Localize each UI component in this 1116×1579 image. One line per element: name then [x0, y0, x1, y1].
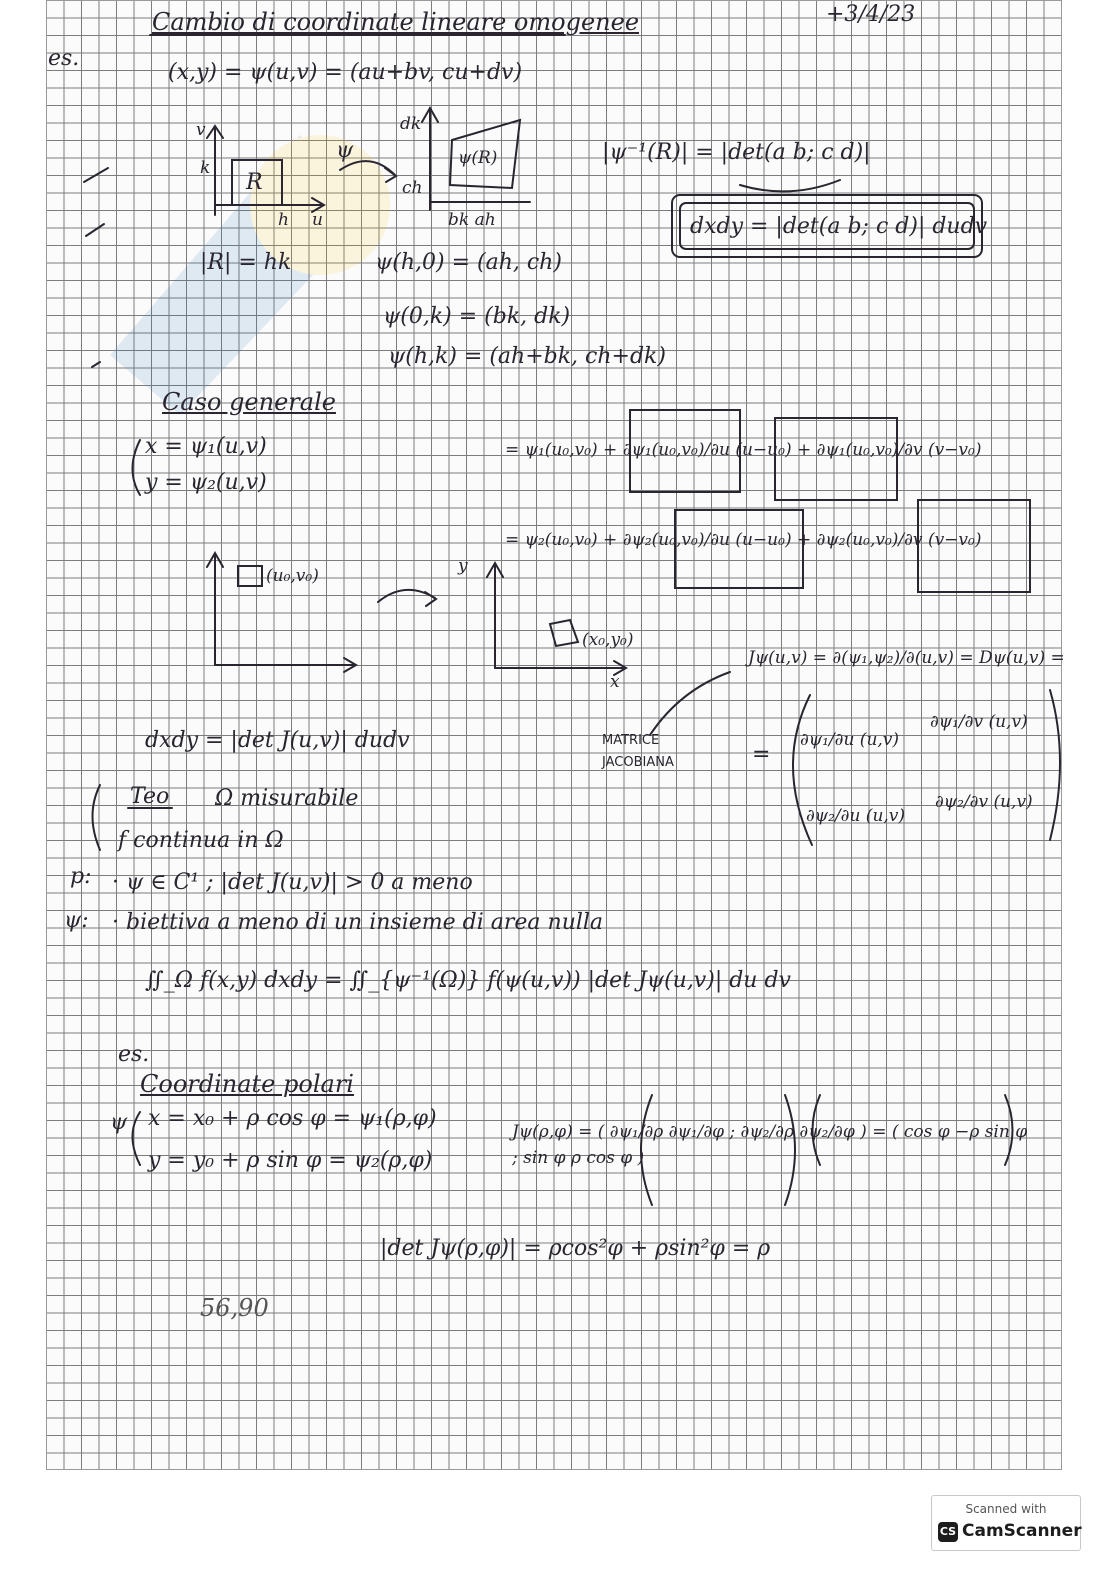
- image-label: ψ(R): [458, 148, 498, 168]
- axis-v: v: [196, 120, 206, 140]
- small-parallelogram: [550, 620, 578, 646]
- jac-entry-22: ∂ψ₂/∂v (u,v): [935, 792, 1033, 812]
- system-x: x = ψ₁(u,v): [145, 434, 267, 459]
- theorem-line-3: · biettiva a meno di un insieme di area nulla: [112, 910, 604, 935]
- jac-entry-12: ∂ψ₁/∂v (u,v): [930, 712, 1028, 732]
- polar-determinant: |det Jψ(ρ,φ)| = ρcos²φ + ρsin²φ = ρ: [380, 1236, 771, 1261]
- y-axis-1: [422, 108, 438, 210]
- x-axis-2: [495, 661, 626, 675]
- jac-entry-21: ∂ψ₂/∂u (u,v): [806, 806, 906, 826]
- theorem-line-1: f continua in Ω: [118, 828, 284, 853]
- equals-sign: =: [752, 742, 771, 767]
- theorem-brace: [93, 785, 101, 850]
- tick-bk-ah: bk ah: [448, 210, 496, 230]
- page-title: Cambio di coordinate lineare omogenee: [152, 8, 640, 36]
- area-psiR: |ψ⁻¹(R)| = |det(a b; c d)|: [602, 140, 871, 165]
- jacobian-label-1: MATRICE: [602, 733, 660, 748]
- expansion-2: = ψ₂(u₀,v₀) + ∂ψ₂(u₀,v₀)/∂u (u−u₀) + ∂ψ₂(u₀,v₀)/∂v (v−v₀): [505, 530, 982, 550]
- polar-psi: ψ: [110, 1110, 128, 1135]
- area-R: |R| = hk: [200, 250, 292, 275]
- jac-pointer: [650, 672, 730, 735]
- psi-arrow-1: [340, 161, 396, 182]
- image-point-1: ψ(h,0) = (ah, ch): [375, 250, 562, 275]
- image-point-2: ψ(0,k) = (bk, dk): [383, 304, 571, 329]
- tick-dk: dk: [400, 114, 422, 134]
- small-square: [238, 566, 262, 586]
- change-of-variables-integral: ∬_Ω f(x,y) dxdy = ∬_{ψ⁻¹(Ω)} f(ψ(u,v)) |det Jψ(u,v)| du dv: [145, 968, 791, 993]
- jac-entry-11: ∂ψ₁/∂u (u,v): [800, 730, 900, 750]
- dxdy-formula: dxdy = |det J(u,v)| dudv: [145, 728, 410, 753]
- polar-jacobian: Jψ(ρ,φ) = ( ∂ψ₁/∂ρ ∂ψ₁/∂φ ; ∂ψ₂/∂ρ ∂ψ₂/∂φ ) = ( cos φ −ρ sin φ ; sin φ ρ cos φ ): [512, 1122, 1028, 1168]
- stamp-line-1: Scanned with: [965, 1502, 1047, 1516]
- polar-eq-x: x = x₀ + ρ cos φ = ψ₁(ρ,φ): [148, 1106, 437, 1131]
- domain-label: R: [246, 170, 263, 195]
- theorem-label: Teo: [130, 784, 170, 809]
- polar-eq-y: y = y₀ + ρ sin φ = ψ₂(ρ,φ): [148, 1148, 433, 1173]
- margin-psi: ψ:: [64, 908, 89, 933]
- jac-paren-right: [1050, 690, 1060, 840]
- boxed-formula: dxdy = |det(a b; c d)| dudv: [690, 214, 988, 239]
- tick-h: h: [278, 210, 289, 230]
- image-point-3: ψ(h,k) = (ah+bk, ch+dk): [388, 344, 666, 369]
- axis-x: x: [610, 672, 620, 692]
- theorem-line-0: Ω misurabile: [215, 786, 359, 811]
- camscanner-stamp: [931, 1495, 1081, 1551]
- theorem-line-2: · ψ ∈ C¹ ; |det J(u,v)| > 0 a meno: [112, 870, 473, 895]
- axis-y: y: [458, 556, 468, 576]
- margin-es: es.: [48, 46, 80, 71]
- axis-u: u: [312, 210, 323, 230]
- margin-p: p:: [70, 864, 92, 889]
- system-brace: [133, 440, 141, 495]
- stamp-brand: CamScanner: [962, 1521, 1082, 1541]
- polar-es: es.: [118, 1042, 150, 1067]
- v-axis-2: [207, 553, 223, 665]
- jacobian-label-2: JACOBIANA: [602, 755, 674, 770]
- psi-symbol: ψ: [336, 138, 354, 163]
- margin-tick-1: [84, 168, 108, 182]
- camscanner-logo-icon: CS: [938, 1522, 958, 1542]
- polar-title: Coordinate polari: [140, 1070, 354, 1098]
- tick-ch: ch: [402, 178, 423, 198]
- jacobian-definition: Jψ(u,v) = ∂(ψ₁,ψ₂)/∂(u,v) = Dψ(u,v) =: [748, 648, 1065, 668]
- point-uv: (u₀,v₀): [266, 566, 319, 586]
- brace: [740, 180, 840, 191]
- tick-k: k: [200, 158, 211, 178]
- margin-tick-2: [86, 224, 104, 236]
- margin-tick-3: [92, 362, 100, 367]
- system-y: y = ψ₂(u,v): [145, 470, 267, 495]
- general-title: Caso generale: [162, 388, 336, 416]
- psi-arrow-2: [378, 590, 436, 606]
- y-axis-2: [487, 563, 503, 668]
- expansion-1: = ψ₁(u₀,v₀) + ∂ψ₁(u₀,v₀)/∂u (u−u₀) + ∂ψ₁(u₀,v₀)/∂v (v−v₀): [505, 440, 982, 460]
- date: +3/4/23: [826, 2, 916, 27]
- linear-map: (x,y) = ψ(u,v) = (au+bv, cu+dv): [168, 60, 523, 85]
- point-xy: (x₀,y₀): [582, 630, 634, 650]
- page-note: 56,90: [200, 1294, 269, 1322]
- u-axis-2: [215, 658, 356, 672]
- polar-brace: [133, 1112, 141, 1165]
